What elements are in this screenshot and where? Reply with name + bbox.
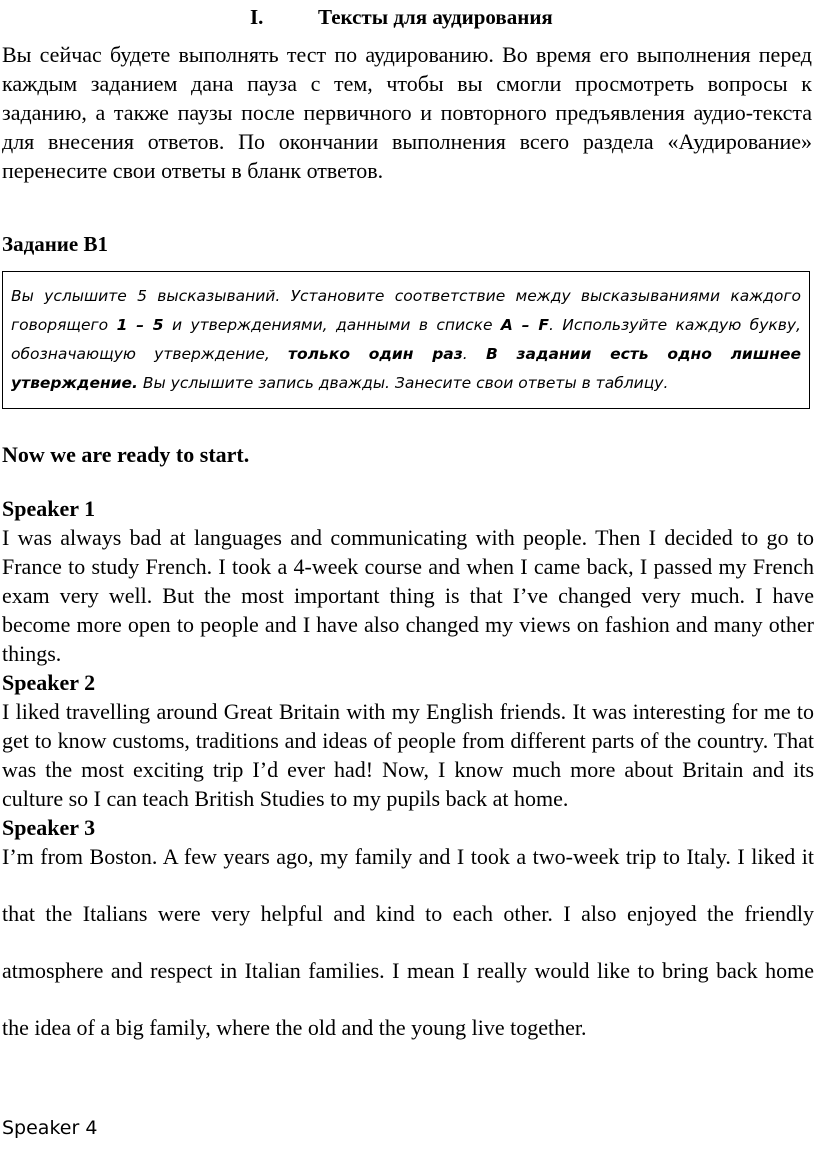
speakers-list	[2, 494, 814, 1056]
speaker-3-label: Speaker 3	[2, 815, 96, 840]
speaker-1-label: Speaker 1	[2, 496, 96, 521]
instruction-range-speakers: 1 – 5	[116, 316, 164, 334]
speaker-2-label: Speaker 2	[2, 670, 96, 695]
instruction-text	[11, 282, 801, 398]
instruction-part-3: . Используйте каждую букву, обозначающую утверждение,	[11, 316, 801, 363]
instruction-part-2: и утверждениями, данными в списке	[163, 316, 501, 334]
speaker-1-text: I was always bad at languages and communicating with people. Then I decided to go to France to study French. I took a 4-week course and when I came back, I passed my French exam very well. But the most important thing is that I’ve changed very much. I have become more open to people and I have also changed my views on fashion and many other things.	[2, 525, 814, 666]
instruction-range-letters: A – F	[500, 316, 549, 334]
instruction-part-1: Вы услышите 5 высказываний. Установите соответствие между высказываниями каждого говорящего	[11, 287, 801, 334]
instruction-box	[2, 271, 810, 409]
task-title: Задание В1	[2, 232, 108, 256]
intro-paragraph: Вы сейчас будете выполнять тест по аудированию. Во время его выполнения перед каждым заданием дана пауза с тем, чтобы вы смогли просмотреть вопросы к заданию, а также паузы после первичного и повторного предъявления аудио-текста для внесения ответов. По окончании выполнения всего раздела «Аудирование» перенесите свои ответы в бланк ответов.	[2, 42, 812, 183]
ready-heading: Now we are ready to start.	[2, 442, 250, 467]
speaker-2-text: I liked travelling around Great Britain with my English friends. It was interesting for me to get to know customs, traditions and ideas of people from different parts of the country. That was the most exciting trip I’d ever had! Now, I know much more about Britain and its culture so I can teach British Studies to my pupils back at home.	[2, 699, 814, 811]
instruction-part-4: .	[462, 345, 486, 363]
instruction-bold-once: только один раз	[288, 345, 463, 363]
speaker-4-label: Speaker 4	[2, 1117, 98, 1139]
section-number: I.	[250, 5, 264, 29]
instruction-bold-extra: В задании есть одно лишнее утверждение.	[11, 345, 801, 392]
section-title: Тексты для аудирования	[318, 5, 553, 29]
instruction-part-5: Вы услышите запись дважды. Занесите свои ответы в таблицу.	[137, 374, 669, 392]
speaker-3-text: I’m from Boston. A few years ago, my family and I took a two-week trip to Italy. I liked it that the Italians were very helpful and kind to each other. I also enjoyed the friendly atmosphere and respect in Italian families. I mean I really would like to bring back home the idea of a big family, where the old and the young live together.	[2, 844, 814, 1040]
